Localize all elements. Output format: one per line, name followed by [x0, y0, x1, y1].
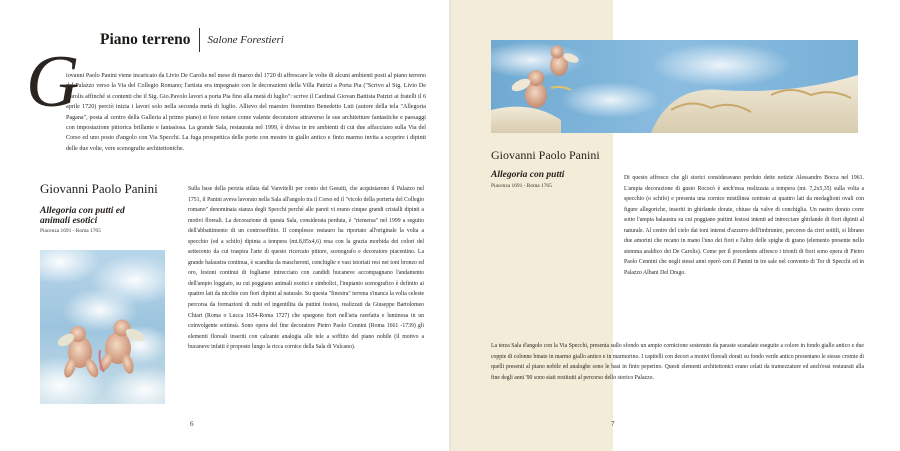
intro-text: iovanni Paolo Panini viene incaricato da Livio De Carolis nel mese di marzo del 1720 di affrescare le volte di alcuni ambienti posti al piano terreno del Palazzo verso la Via del Collegio Romano; l'artista era impegnato con le decorazioni della Villa Patrizi a Porta Pia ("Scrivo al Sig. Livio De Carolis affinché si contenti che il Sig. Gio.Pavolo lavori a porta Pia fino alla metà di luglio": scrive il Cardinal Giovan Battista Patrizi ai fratelli il 6 aprile 1720) perciò inizia i lavori solo nella seconda metà di luglio. Allievo del maestro fiorentino Benedetto Luti (autore della tela "Allegoria Pagana", posta al centro della Galleria al primo piano) si fece notare come valente decoratore attraverso le sue architetture fantastiche e paesaggi con impostazione pittorica brillante e fantasiosa. La grande Sala, restaurata nel 1999, è divisa in tre ambienti di cui due affacciano sulla Via del Corso ed uno posto d'angolo con Via Specchi. La fuga prospettica delle porte con mostre in giallo antico e finto marmo invita a scoprire i dipinti delle due volte, vere scenografie architettoniche. — [66, 73, 426, 152]
left-body-text: Sulla base della perizia stilata dal Vanvitelli per conto dei Gesuiti, che acquistarono il Palazzo nel 1751, il Panini aveva lavorato nella Sala all'angolo tra il Corso ed il "vicolo della porteria del Collegio romano" denominata stanza degli Specchi perché alle pareti vi erano cinque grandi cristalli dipinti a motivi floreali. La decorazione di questa Sala, considerata perduta, è "riemersa" nel 1999 a seguito dell'abbattimento di un controsoffitto. Il complesso restauro ha riportato all'originale la volta a specchio (od a schifo) dipinta a tempera (mt.8,85x4,6) resa con la grazia morbida dei colori del settecento da cui traspira l'arte di questo ricercato pittore, scenografo e decoratore piacentino. La grande balaustra continua, è scandita da mascheroni, conchiglie e vasi istoriati resi nei toni bronzo ed oro, festoni continui di fogliame intrecciato con candidi bucaneve accompagnano l'andamento dell'ampio loggiato, su cui poggiano animali esotici e simbolici, l'impianto scenografico è definito ai quattro lati da nicchie con fiori dipinti al naturale. Su questa "finestra" terrena s'inanca la volta celeste percorsa da formazioni di nubi ed ingentilita da puttini festosi, realizzati da Giuseppe Bartolomeo Chiari (Roma o Lucca 1654-Roma 1727) che spargono fiori nell'aria rarefatta e luminosa in un coinvolgente sottinsù. Sono opera del fine decoratore Pietro Paolo Cennini (Roma 1661 -1739) gli elementi floreali inseriti con calzante analogia alle tele a soffitto del piano nobile (il motivo a bucaneve infatti è proposto lungo la ricca cornice della Sala di Vulcano). — [188, 186, 424, 351]
left-artwork-title-text: Allegoria con putti ed animali esotici — [40, 206, 125, 226]
page-number-left: 6 — [190, 420, 194, 428]
intro-paragraph — [66, 71, 426, 154]
right-bottom-text: La terza Sala d'angolo con la Via Specchi, presenta sullo sfondo un ampio cornicione sostenuto da paraste scanalate eseguite a colore in fondo giallo antico e due coppie di colonne binate in marmo giallo antico e in marmorino. I capitelli con decori a motivi floreali dorati su fondo verde antico presentano le stesse cromie di quelli presenti al piano nobile ed analoghe sono le basi in finto peperino. Questi elementi architettonici erano celati da tramezzature ed anch'essi restaurati alla fine degli anni '90 sono stati restituiti al percorso dello storico Palazzo. — [491, 343, 864, 381]
right-body-text: Di questo affresco che gli storici consideravano perduto dette notizie Alessandro Bocca nel 1961. L'ampia decorazione di gusto Rococò è anch'essa realizzata a tempera (mt. 7,2x5,35) sulla volta a specchio (o schifo) e presenta una cornice mistilinea centrato ai quattro lati da medaglioni ovali con figure allegoriche, inseriti in ghirlande dorate, chiuse da valve di conchiglia. Un nastro dorato corre sotto l'ampia balaustra su cui poggiano puttini festosi intenti ad intrecciare ghirlande di fiori dipinti al naturale. Al centro del cielo dai toni intensi d'azzurro dell'imbrunire, percorso da cirri sottili, si librano due amorini che recano in mano l'uno dei fiori e l'altro delle spighe di grano (elemento presente nello stemma araldico dei De Carolis). Come per il precedente affresco i trionfi di fiori sono opera di Pietro Paolo Cennini che negli stessi anni operò con il Panini in tre sale nel convento di Tor di Specchi ed in Palazzo Albani Del Drago. — [624, 175, 864, 276]
fresco-image-ceiling-right — [491, 40, 858, 133]
right-body-column — [624, 173, 864, 278]
page-header — [100, 27, 284, 53]
fresco-image-putti-left — [40, 250, 165, 404]
header-divider — [199, 28, 200, 52]
left-body-column — [188, 184, 424, 353]
left-section-title: Giovanni Paolo Panini — [40, 181, 158, 196]
page-title: Piano terreno — [100, 31, 191, 48]
right-artwork-title: Allegoria con putti — [491, 170, 565, 180]
left-artwork-meta: Piacenza 1691 - Roma 1765 — [40, 228, 101, 234]
dropcap-letter: G — [26, 41, 80, 123]
right-section-title: Giovanni Paolo Panini — [491, 148, 600, 162]
right-artwork-meta: Piacenza 1691 - Roma 1765 — [491, 183, 552, 189]
page-gutter — [449, 0, 451, 451]
page-subtitle: Salone Forestieri — [207, 34, 284, 46]
left-artwork-title — [40, 206, 145, 226]
right-bottom-paragraph — [491, 341, 864, 383]
page-number-right: 7 — [611, 420, 615, 428]
